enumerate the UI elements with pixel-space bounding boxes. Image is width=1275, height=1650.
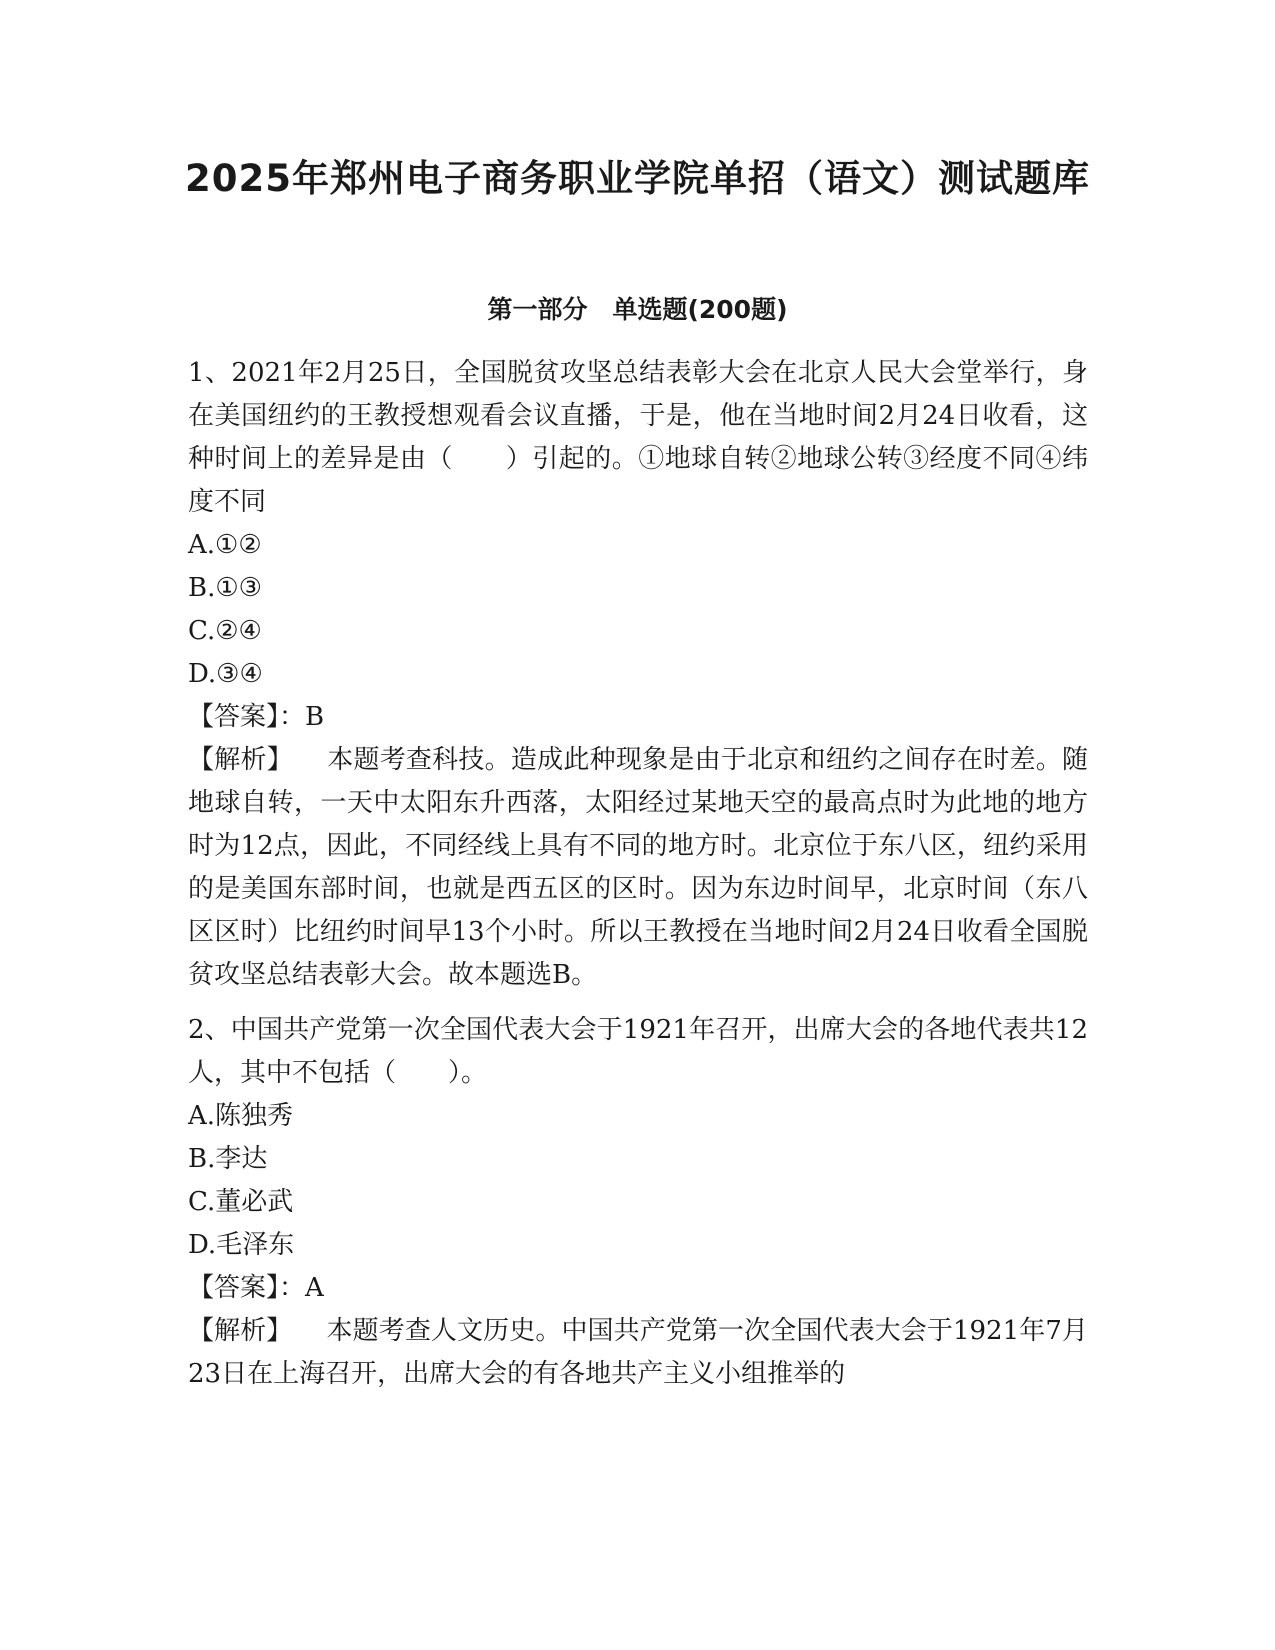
option-d: D.③④ bbox=[188, 659, 263, 689]
question-list bbox=[188, 352, 1088, 1408]
analysis-paragraph bbox=[188, 1310, 1088, 1396]
option-c: C.②④ bbox=[188, 616, 262, 646]
document-title: 2025年郑州电子商务职业学院单招（语文）测试题库 bbox=[185, 157, 1090, 200]
section-title: 第一部分 单选题(200题) bbox=[487, 295, 788, 324]
option-c: C.董必武 bbox=[188, 1187, 294, 1217]
answer-line: 【答案】：A bbox=[188, 1273, 324, 1303]
answer-line: 【答案】：B bbox=[188, 702, 325, 732]
analysis-text: 本题考查科技。造成此种现象是由于北京和纽约之间存在时差。随地球自转，一天中太阳东升西落，太阳经过某地天空的最高点时为此地的地方时为12点，因此，不同经线上具有不同的地方时。北京位于东八区，纽约采用的是美国东部时间，也就是西五区的区时。因为东边时间早，北京时间（东八区区时）比纽约时间早13个小时。所以王教授在当地时间2月24日收看全国脱贫攻坚总结表彰大会。故本题选B。 bbox=[188, 745, 1088, 990]
question-stem: 1、2021年2月25日，全国脱贫攻坚总结表彰大会在北京人民大会堂举行，身在美国纽约的王教授想观看会议直播，于是，他在当地时间2月24日收看，这种时间上的差异是由（ ）引起的。①地球自转②地球公转③经度不同④纬度不同 bbox=[188, 358, 1088, 517]
option-b: B.李达 bbox=[188, 1144, 268, 1174]
analysis-label: 【解析】 bbox=[188, 1316, 293, 1346]
option-a: A.陈独秀 bbox=[188, 1101, 294, 1131]
question-2 bbox=[188, 1009, 1088, 1396]
option-d: D.毛泽东 bbox=[188, 1230, 295, 1260]
analysis-label: 【解析】 bbox=[188, 745, 293, 775]
option-a: A.①② bbox=[188, 530, 262, 560]
option-b: B.①③ bbox=[188, 573, 262, 603]
question-stem: 2、中国共产党第一次全国代表大会于1921年召开，出席大会的各地代表共12人，其中不包括（ ）。 bbox=[188, 1015, 1088, 1088]
analysis-text: 本题考查人文历史。中国共产党第一次全国代表大会于1921年7月23日在上海召开，出席大会的有各地共产主义小组推举的 bbox=[188, 1316, 1088, 1389]
question-1 bbox=[188, 352, 1088, 997]
analysis-paragraph bbox=[188, 739, 1088, 997]
